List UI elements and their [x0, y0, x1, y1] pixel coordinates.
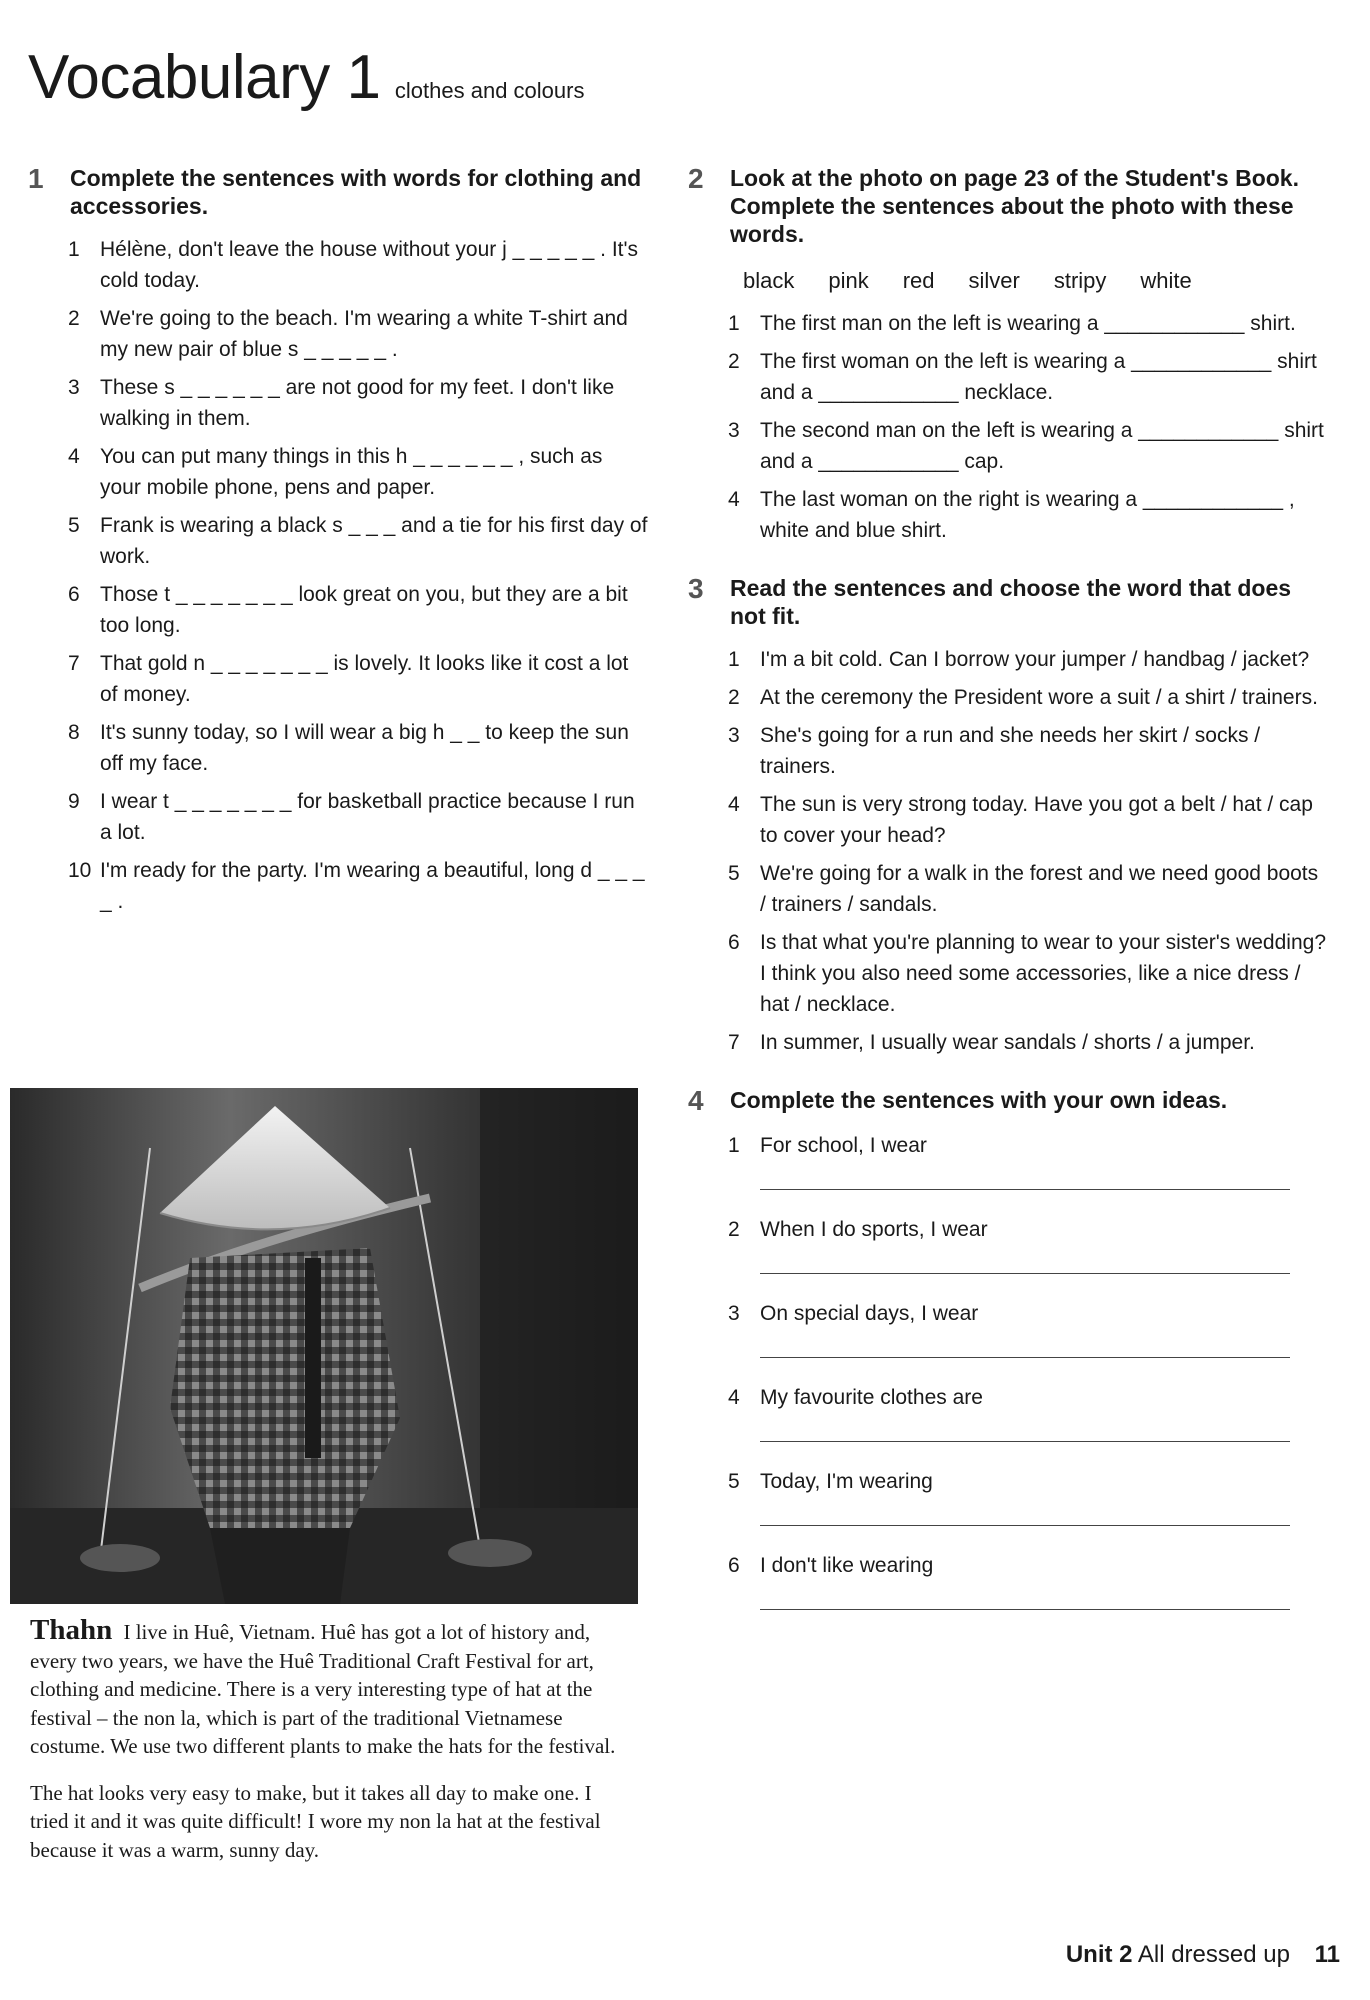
- list-item: [728, 484, 1328, 546]
- item-number: 3: [728, 724, 740, 747]
- list-item: [728, 346, 1328, 408]
- item-number: 8: [68, 721, 80, 744]
- item-number: 5: [728, 1470, 740, 1493]
- exercise-1-number: 1: [28, 163, 44, 194]
- list-item: [728, 1466, 1328, 1526]
- item-number: 6: [728, 931, 740, 954]
- item-number: 2: [728, 1218, 740, 1241]
- exercise-1-instruction: Complete the sentences with words for clothing and accessories.: [70, 165, 642, 219]
- item-text: [760, 1550, 1328, 1610]
- list-item: [728, 927, 1328, 1020]
- item-number: 4: [728, 793, 740, 816]
- list-item: [728, 1027, 1328, 1058]
- item-number: 4: [68, 445, 80, 468]
- left-column: [28, 164, 648, 945]
- item-text: I'm ready for the party. I'm wearing a beautiful, long d _ _ _ _ .: [100, 859, 645, 913]
- item-text: [760, 1130, 1328, 1190]
- answer-line[interactable]: [760, 1163, 1290, 1190]
- exercise-4-instruction: Complete the sentences with your own ideas.: [730, 1087, 1228, 1113]
- footer-unit: Unit 2: [1065, 1941, 1133, 1968]
- bio-paragraph-2: The hat looks very easy to make, but it takes all day to make one. I tried it and it was quite difficult! I wore my non la hat at the festival because it was a warm, sunny day.: [30, 1780, 601, 1862]
- bio-text: [30, 1616, 630, 1882]
- list-item: [728, 1130, 1328, 1190]
- item-text: It's sunny today, so I will wear a big h _ _ to keep the sun off my face.: [100, 721, 629, 775]
- item-text: I wear t _ _ _ _ _ _ _ for basketball practice because I run a lot.: [100, 790, 635, 844]
- exercise-2: [688, 164, 1328, 546]
- exercise-3-instruction: Read the sentences and choose the word that does not fit.: [730, 575, 1292, 629]
- page-subtitle: clothes and colours: [394, 78, 585, 103]
- item-number: 5: [68, 514, 80, 537]
- item-text: I'm a bit cold. Can I borrow your jumper / handbag / jacket?: [760, 648, 1310, 671]
- list-item: [68, 234, 648, 296]
- list-item: [728, 1382, 1328, 1442]
- exercise-2-items: [688, 308, 1328, 546]
- item-number: 3: [68, 376, 80, 399]
- answer-line[interactable]: [760, 1583, 1290, 1610]
- list-item: [728, 308, 1328, 339]
- list-item: [68, 786, 648, 848]
- photo-illustration: [10, 1088, 638, 1604]
- exercise-4-header: [688, 1086, 1328, 1116]
- item-text: [760, 1298, 1328, 1358]
- list-item: [728, 858, 1328, 920]
- list-item: [728, 415, 1328, 477]
- list-item: [68, 372, 648, 434]
- list-item: [728, 682, 1328, 713]
- item-number: 1: [728, 648, 740, 671]
- item-number: 1: [728, 312, 740, 335]
- item-text: [760, 1382, 1328, 1442]
- word-box-item: white: [1140, 268, 1192, 293]
- list-item: [728, 1550, 1328, 1610]
- item-text: In summer, I usually wear sandals / shorts / a jumper.: [760, 1031, 1255, 1054]
- exercise-3-items: [688, 644, 1328, 1058]
- item-number: 5: [728, 862, 740, 885]
- word-box: [743, 268, 1328, 294]
- answer-line[interactable]: [760, 1499, 1290, 1526]
- item-text: Those t _ _ _ _ _ _ _ look great on you, but they are a bit too long.: [100, 583, 628, 637]
- item-number: 4: [728, 488, 740, 511]
- item-number: 10: [68, 859, 92, 882]
- item-text: You can put many things in this h _ _ _ _ _ _ , such as your mobile phone, pens and paper.: [100, 445, 603, 499]
- bio-paragraph-1-text: I live in Huê, Vietnam. Huê has got a lot of history and, every two years, we have the Huê Traditional Craft Festival for art, clothing and medicine. There is a very interesting type of hat at the festival – the non la, which is part of the traditional Vietnamese costume. We use two different plants to make the hats for the festival.: [30, 1620, 616, 1758]
- item-text: The sun is very strong today. Have you got a belt / hat / cap to cover your head?: [760, 793, 1313, 847]
- item-prompt: For school, I wear: [760, 1134, 927, 1157]
- list-item: [68, 855, 648, 917]
- bio-paragraph-1: [30, 1616, 630, 1761]
- list-item: [68, 648, 648, 710]
- item-number: 3: [728, 419, 740, 442]
- item-number: 7: [728, 1031, 740, 1054]
- bio-name: Thahn: [30, 1614, 113, 1646]
- item-text: [760, 1466, 1328, 1526]
- item-text: Is that what you're planning to wear to your sister's wedding? I think you also need some accessories, like a nice dress / hat / necklace.: [760, 931, 1326, 1016]
- item-text: At the ceremony the President wore a suit / a shirt / trainers.: [760, 686, 1318, 709]
- list-item: [68, 579, 648, 641]
- item-prompt: I don't like wearing: [760, 1554, 934, 1577]
- exercise-1: [28, 164, 648, 917]
- item-number: 3: [728, 1302, 740, 1325]
- exercise-2-header: [688, 164, 1328, 248]
- list-item: [728, 1214, 1328, 1274]
- item-number: 7: [68, 652, 80, 675]
- footer-unit-title: All dressed up: [1137, 1941, 1290, 1968]
- item-prompt: On special days, I wear: [760, 1302, 979, 1325]
- item-text: These s _ _ _ _ _ _ are not good for my feet. I don't like walking in them.: [100, 376, 615, 430]
- item-number: 2: [728, 686, 740, 709]
- list-item: [728, 789, 1328, 851]
- item-text: Frank is wearing a black s _ _ _ and a tie for his first day of work.: [100, 514, 648, 568]
- item-number: 6: [728, 1554, 740, 1577]
- answer-line[interactable]: [760, 1415, 1290, 1442]
- word-box-item: stripy: [1053, 268, 1107, 293]
- page-footer: [1066, 1941, 1340, 1969]
- word-box-item: silver: [968, 268, 1020, 293]
- right-column: [688, 164, 1328, 1638]
- item-number: 2: [728, 350, 740, 373]
- item-prompt: When I do sports, I wear: [760, 1218, 988, 1241]
- page-title: Vocabulary 1: [28, 43, 381, 112]
- item-text: We're going for a walk in the forest and we need good boots / trainers / sandals.: [760, 862, 1319, 916]
- exercise-2-number: 2: [688, 163, 704, 194]
- item-text: The second man on the left is wearing a ____________ shirt and a ____________ cap.: [760, 419, 1324, 473]
- item-text: That gold n _ _ _ _ _ _ _ is lovely. It looks like it cost a lot of money.: [100, 652, 629, 706]
- list-item: [728, 1298, 1328, 1358]
- answer-line[interactable]: [760, 1331, 1290, 1358]
- photo-woman-conical-hat: [10, 1088, 638, 1604]
- item-text: We're going to the beach. I'm wearing a white T-shirt and my new pair of blue s _ _ _ _ _ .: [100, 307, 628, 361]
- item-prompt: My favourite clothes are: [760, 1386, 983, 1409]
- answer-line[interactable]: [760, 1247, 1290, 1274]
- exercise-3: [688, 574, 1328, 1058]
- list-item: [68, 717, 648, 779]
- item-text: [760, 1214, 1328, 1274]
- exercise-3-number: 3: [688, 573, 704, 604]
- item-text: The last woman on the right is wearing a ____________ , white and blue shirt.: [760, 488, 1295, 542]
- item-number: 9: [68, 790, 80, 813]
- list-item: [728, 720, 1328, 782]
- item-text: The first woman on the left is wearing a ____________ shirt and a ____________ necklace.: [760, 350, 1317, 404]
- exercise-4-number: 4: [688, 1085, 704, 1116]
- item-number: 6: [68, 583, 80, 606]
- item-text: She's going for a run and she needs her skirt / socks / trainers.: [760, 724, 1261, 778]
- list-item: [68, 510, 648, 572]
- item-number: 1: [728, 1134, 740, 1157]
- item-text: Hélène, don't leave the house without your j _ _ _ _ _ . It's cold today.: [100, 238, 639, 292]
- list-item: [728, 644, 1328, 675]
- item-number: 4: [728, 1386, 740, 1409]
- exercise-1-items: [28, 234, 648, 917]
- list-item: [68, 303, 648, 365]
- page-header: [28, 42, 584, 113]
- list-item: [68, 441, 648, 503]
- item-text: The first man on the left is wearing a ____________ shirt.: [760, 312, 1296, 335]
- word-box-item: pink: [828, 268, 869, 293]
- page-number: 11: [1314, 1941, 1340, 1968]
- exercise-4-items: [688, 1130, 1328, 1610]
- word-box-item: red: [902, 268, 935, 293]
- word-box-item: black: [743, 268, 795, 293]
- exercise-2-instruction: Look at the photo on page 23 of the Student's Book. Complete the sentences about the photo with these words.: [730, 165, 1299, 247]
- exercise-1-header: [28, 164, 648, 220]
- exercise-4: [688, 1086, 1328, 1610]
- item-number: 2: [68, 307, 80, 330]
- item-prompt: Today, I'm wearing: [760, 1470, 933, 1493]
- exercise-3-header: [688, 574, 1328, 630]
- item-number: 1: [68, 238, 80, 261]
